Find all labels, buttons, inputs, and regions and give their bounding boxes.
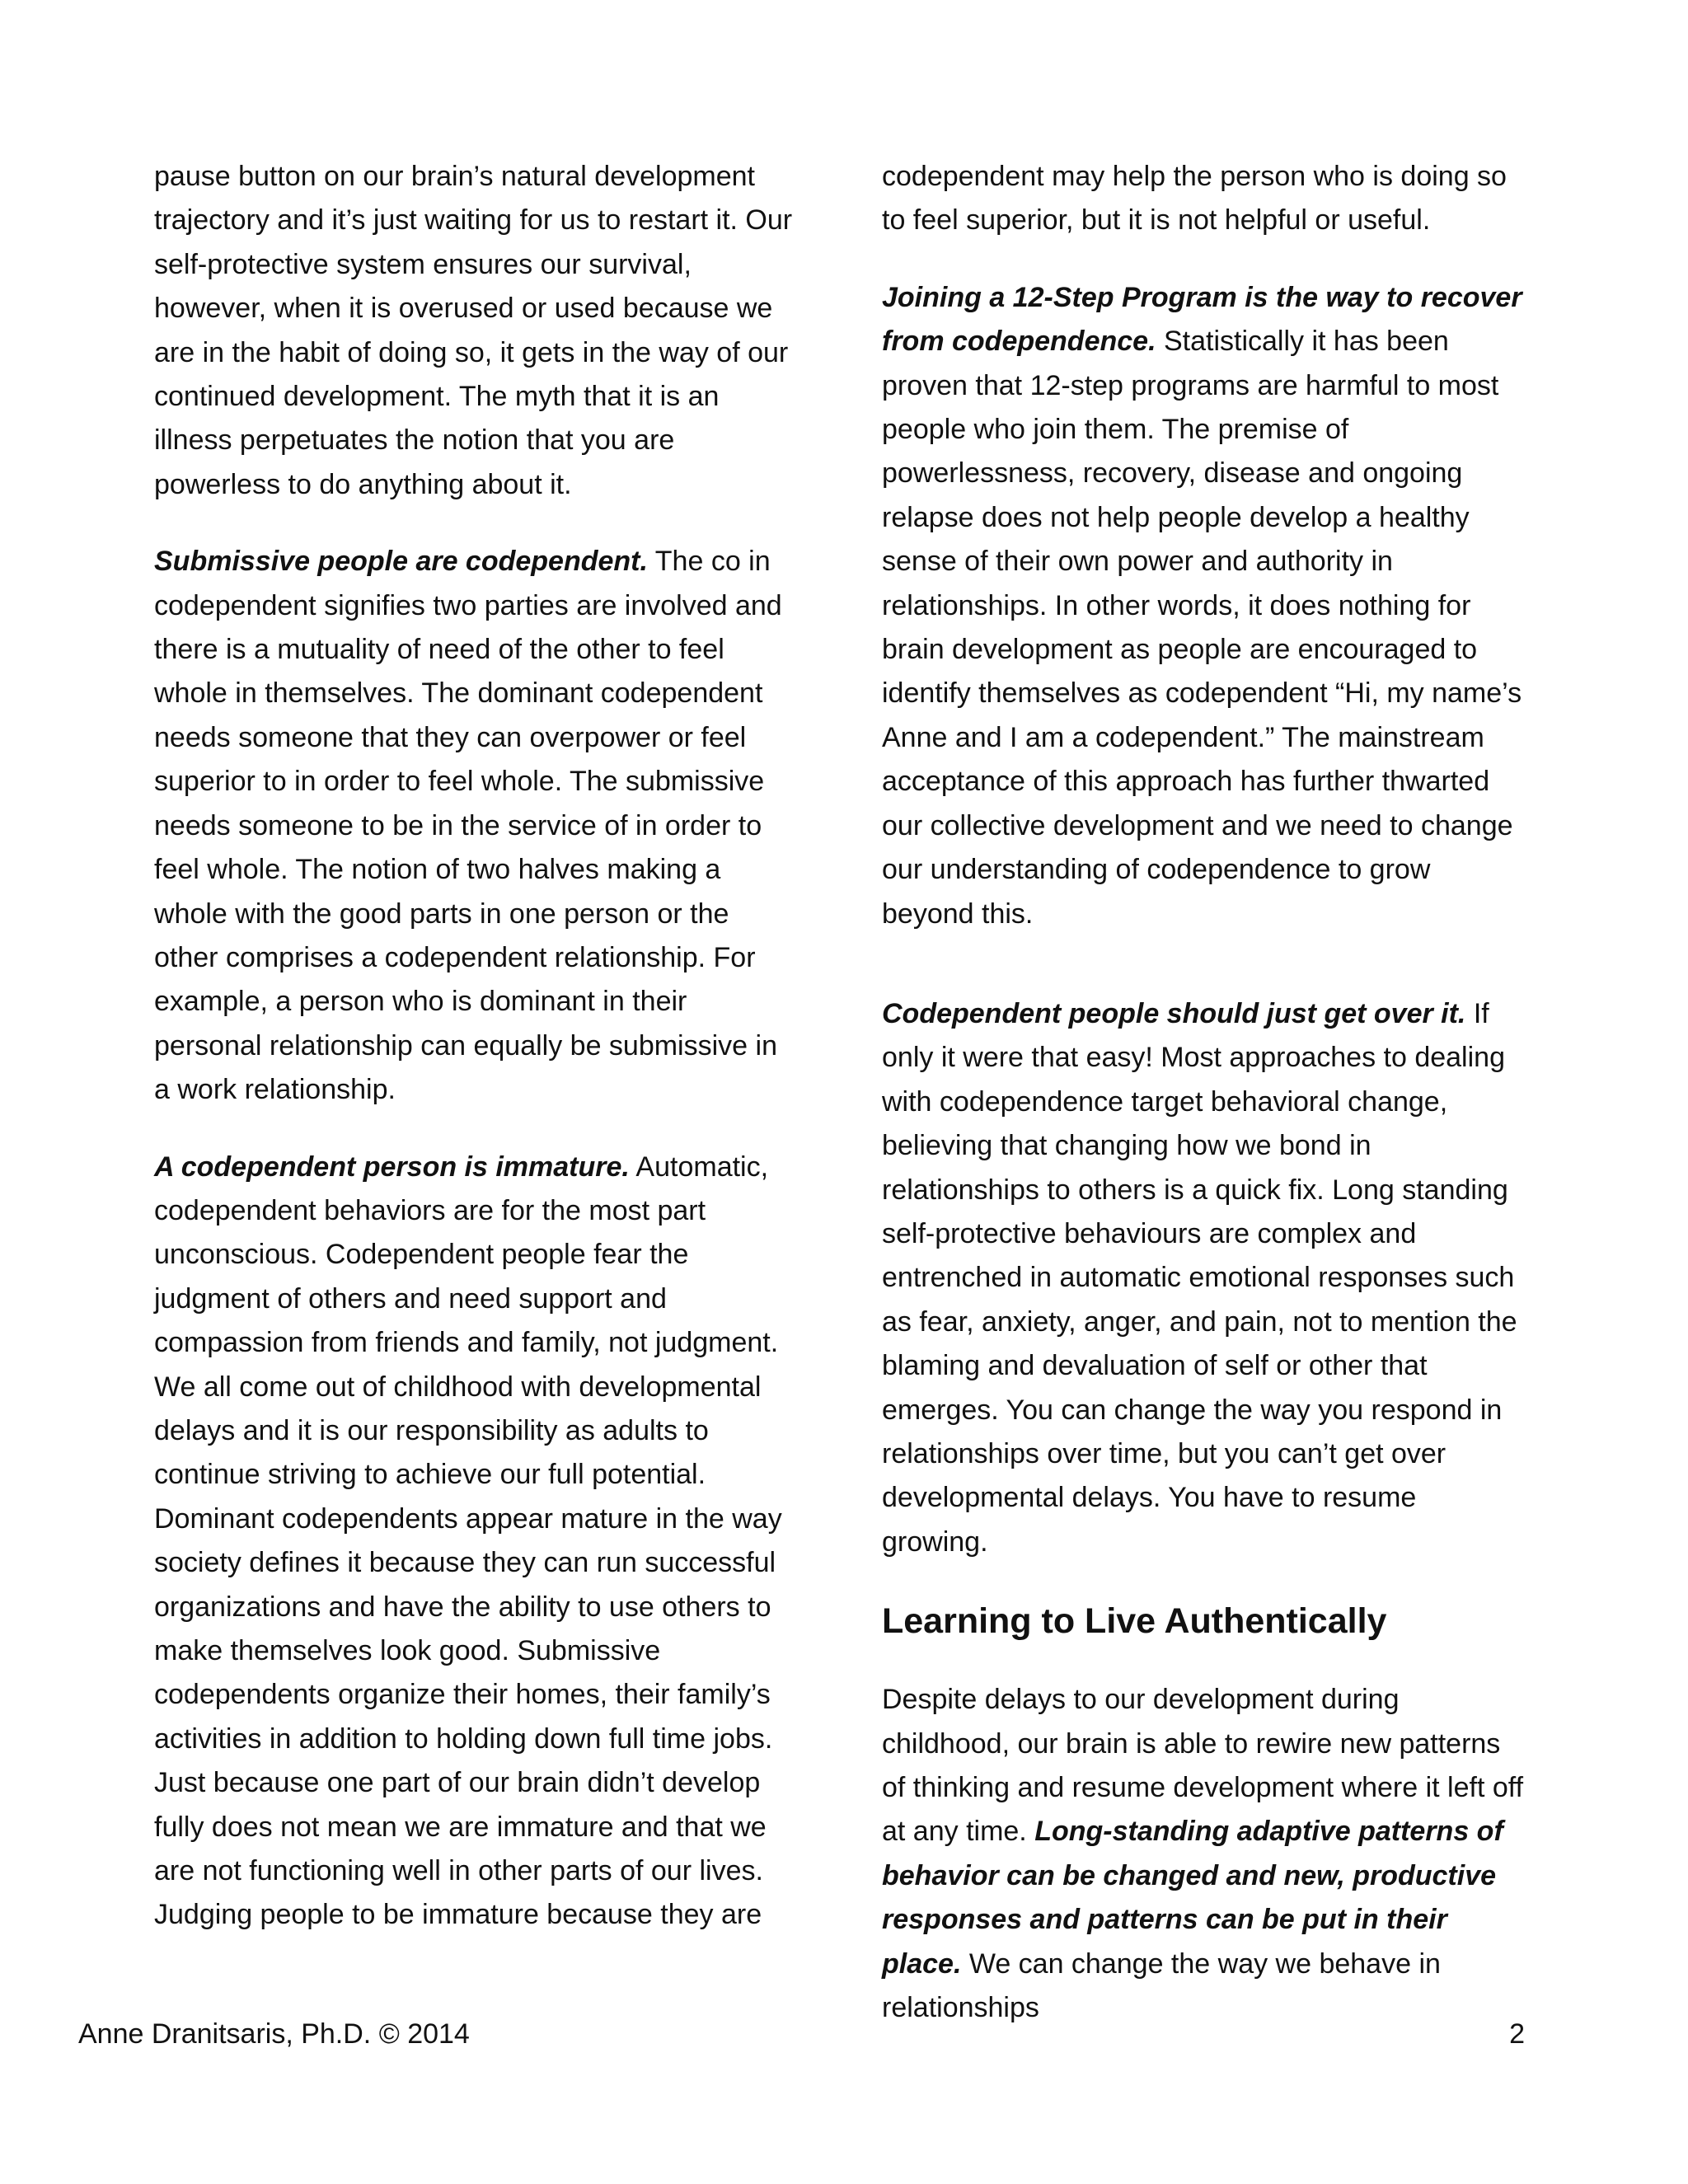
right-paragraph-2-text: Statistically it has been proven that 12-step programs are harmful to most people who join them. The premise of powerlessness, recovery, disease and ongoing relapse does not help people develop a healthy sense of their own power and authority in relationships. In other words, it does nothing for brain development as people are encouraged to identify themselves as codependent “Hi, my name’s Anne and I am a codependent.” The mainstream acceptance of this approach has further thwarted our collective development and we need to change our understanding of codependence to grow beyond this. bbox=[882, 326, 1522, 930]
right-paragraph-4 bbox=[882, 1678, 1525, 2030]
left-paragraph-2-lead: Submissive people are codependent. bbox=[154, 546, 648, 578]
left-paragraph-2-text: The co in codependent signifies two parties are involved and there is a mutuality of need of the other to feel whole in themselves. The dominant codependent needs someone that they can overpower or feel superior to in order to feel whole. The submissive needs someone to be in the service of in order to feel whole. The notion of two halves making a whole with the good parts in one person or the other comprises a codependent relationship. For example, a person who is dominant in their personal relationship can equally be submissive in a work relationship. bbox=[154, 546, 782, 1106]
left-paragraph-3-text: Automatic, codependent behaviors are for the most part unconscious. Codependent people fear the judgment of others and need support and compassion from friends and family, not judgment. We all come out of childhood with developmental delays and it is our responsibility as adults to continue striving to achieve our full potential. Dominant codependents appear mature in the way society defines it because they can run successful organizations and have the ability to use others to make themselves look good. Submissive codependents organize their homes, their family’s activities in addition to holding down full time jobs. Just because one part of our brain didn’t develop fully does not mean we are immature and that we are not functioning well in other parts of our lives. Judging people to be immature because they are bbox=[154, 1151, 782, 1931]
right-paragraph-2-lead: Joining a 12-Step Program is the way to recover from codependence. bbox=[882, 281, 1522, 358]
left-paragraph-3-lead: A codependent person is immature. bbox=[154, 1151, 630, 1183]
right-paragraph-4-text-after: We can change the way we behave in relationships bbox=[882, 1947, 1441, 2024]
left-paragraph-3 bbox=[154, 1146, 797, 1938]
right-paragraph-1-text: codependent may help the person who is doing so to feel superior, but it is not helpful or useful. bbox=[882, 161, 1507, 237]
footer-author: Anne Dranitsaris, Ph.D. © 2014 bbox=[78, 2018, 470, 2050]
right-paragraph-3-text: If only it were that easy! Most approaches to dealing with codependence target behavioral change, believing that changing how we bond in relationships to others is a quick fix. Long standing self-protective behaviours are complex and entrenched in automatic emotional responses such as fear, anxiety, anger, and pain, not to mention the blaming and devaluation of self or other that emerges. You can change the way you respond in relationships over time, but you can’t get over developmental delays. You have to resume growing. bbox=[882, 997, 1517, 1558]
left-column bbox=[154, 155, 797, 1971]
right-column bbox=[882, 155, 1525, 2063]
right-paragraph-4-text-before: Despite delays to our development during childhood, our brain is able to rewire new patterns of thinking and resume development where it left off at any time. bbox=[882, 1684, 1524, 1848]
left-paragraph-2 bbox=[154, 540, 797, 1112]
section-heading: Learning to Live Authentically bbox=[882, 1601, 1387, 1642]
right-paragraph-2 bbox=[882, 276, 1525, 936]
left-paragraph-1-text: pause button on our brain’s natural development trajectory and it’s just waiting for us to restart it. Our self-protective system ensures our survival, however, when it is overused or used because we are in the habit of doing so, it gets in the way of our continued development. The myth that it is an illness perpetuates the notion that you are powerless to do anything about it. bbox=[154, 161, 793, 500]
right-paragraph-1 bbox=[882, 155, 1525, 243]
right-paragraph-4-emphasis: Long-standing adaptive patterns of behavior can be changed and new, productive responses and patterns can be put in their place. bbox=[882, 1816, 1503, 1980]
footer-page-number: 2 bbox=[1509, 2018, 1525, 2050]
left-paragraph-1 bbox=[154, 155, 797, 507]
right-paragraph-3-lead: Codependent people should just get over it. bbox=[882, 997, 1466, 1029]
right-paragraph-3 bbox=[882, 992, 1525, 1564]
